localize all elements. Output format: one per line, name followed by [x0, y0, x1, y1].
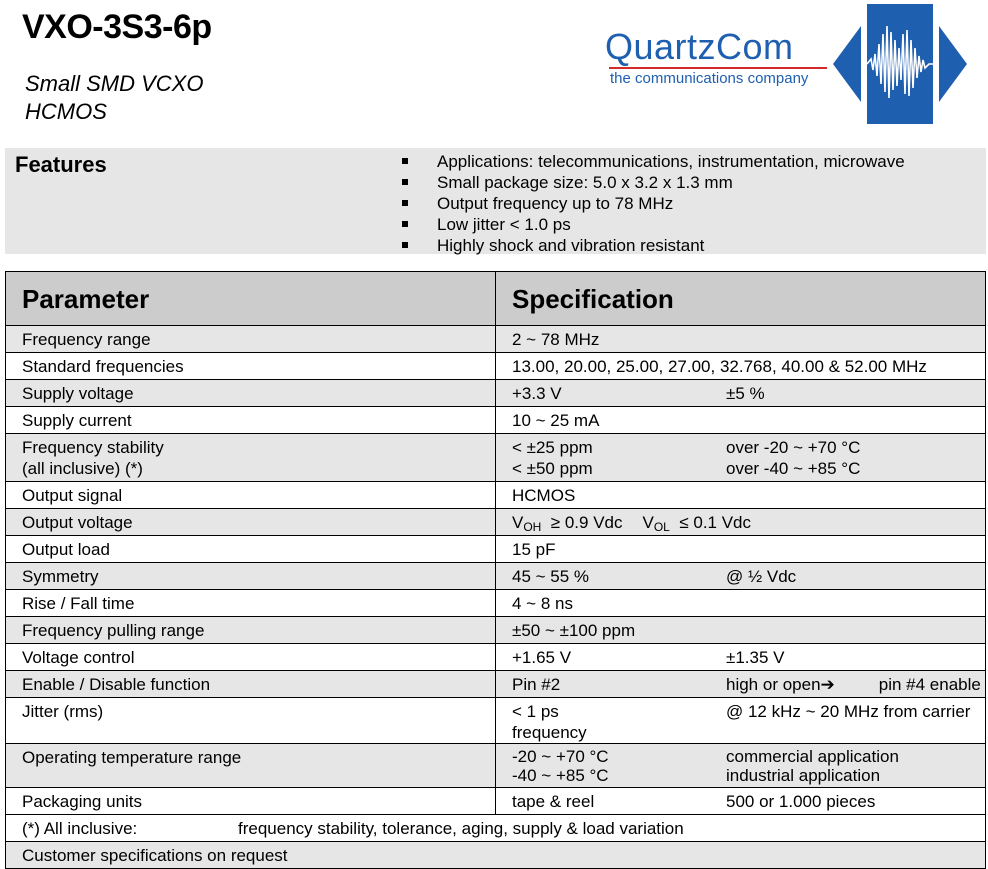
bullet-icon: [402, 242, 408, 248]
param-cell: Standard frequencies: [6, 353, 496, 380]
feature-text: Output frequency up to 78 MHz: [437, 194, 674, 213]
logo-name: QuartzCom: [605, 26, 794, 67]
quartzcom-logo: [605, 4, 985, 124]
bullet-icon: [402, 200, 408, 206]
param-cell: Output voltage: [6, 509, 496, 536]
spec-condition: industrial application: [726, 766, 881, 785]
features-list: [400, 151, 905, 256]
spec-cell: [496, 509, 986, 536]
spec-condition: @ 12 kHz ~ 20 MHz from carrier frequency: [512, 702, 971, 742]
param-cell: Frequency pulling range: [6, 617, 496, 644]
waveform-diamond-icon: [833, 4, 967, 124]
parameter-header: Parameter: [6, 272, 496, 326]
spec-cell: [496, 644, 986, 671]
note-cell: [6, 815, 986, 842]
note-row: [6, 815, 986, 842]
table-row: [6, 326, 986, 353]
spec-cell: [496, 590, 986, 617]
features-panel: [5, 148, 986, 254]
table-row: [6, 644, 986, 671]
vol-subscript: OL: [653, 520, 670, 534]
table-row: [6, 482, 986, 509]
spec-cell: [496, 536, 986, 563]
table-row: [6, 509, 986, 536]
spec-line: [512, 766, 985, 785]
spec-condition: ±1.35 V: [726, 648, 785, 667]
table-row: [6, 744, 986, 788]
table-row: [6, 563, 986, 590]
param-cell: [6, 434, 496, 482]
voh-symbol: V: [512, 513, 524, 532]
spec-value: 10 ~ 25 mA: [512, 411, 600, 430]
param-cell: Output signal: [6, 482, 496, 509]
spec-cell: [496, 671, 986, 698]
spec-value: 13.00, 20.00, 25.00, 27.00, 32.768, 40.00 & 52.00 MHz: [512, 357, 927, 376]
table-row: [6, 536, 986, 563]
feature-text: Highly shock and vibration resistant: [437, 236, 705, 255]
spec-cell: [496, 744, 986, 788]
table-header-row: [6, 272, 986, 326]
param-cell: Output load: [6, 536, 496, 563]
footer-row: [6, 842, 986, 869]
spec-condition: @ ½ Vdc: [726, 567, 797, 586]
spec-value: +1.65 V: [512, 648, 572, 667]
spec-note: pin #4 enable: [878, 675, 981, 694]
spec-condition: high or open➔: [726, 675, 835, 694]
footer-cell: Customer specifications on request: [6, 842, 986, 869]
table-row: [6, 407, 986, 434]
table-row: [6, 617, 986, 644]
spec-condition: ±5 %: [726, 384, 765, 403]
table-row: [6, 434, 986, 482]
feature-item: [400, 235, 905, 256]
logo-underline: [609, 67, 827, 69]
param-cell: Supply voltage: [6, 380, 496, 407]
spec-value: -20 ~ +70 °C: [512, 747, 609, 766]
spec-cell: [496, 326, 986, 353]
param-line: Frequency stability: [22, 438, 164, 457]
param-cell: Operating temperature range: [6, 744, 496, 788]
datasheet-title: VXO-3S3-6p: [22, 8, 212, 46]
param-cell: Rise / Fall time: [6, 590, 496, 617]
features-heading: Features: [15, 152, 107, 177]
spec-value: < 1 ps: [512, 702, 559, 721]
voh-subscript: OH: [523, 520, 542, 534]
param-line: (all inclusive) (*): [22, 459, 143, 478]
spec-condition: 500 or 1.000 pieces: [726, 792, 876, 811]
subtitle-line: Small SMD VCXO: [25, 71, 204, 96]
spec-line: [512, 747, 985, 766]
feature-text: Small package size: 5.0 x 3.2 x 1.3 mm: [437, 173, 733, 192]
vol-symbol: V: [642, 513, 654, 532]
bullet-icon: [402, 158, 408, 164]
table-row: [6, 353, 986, 380]
subtitle-line: HCMOS: [25, 99, 107, 124]
param-cell: Jitter (rms): [6, 698, 496, 744]
spec-value: +3.3 V: [512, 384, 562, 403]
spec-cell: [496, 698, 986, 744]
spec-value: 15 pF: [512, 540, 556, 559]
table-row: [6, 590, 986, 617]
param-cell: Supply current: [6, 407, 496, 434]
spec-cell: [496, 380, 986, 407]
spec-cell: [496, 482, 986, 509]
product-subtitle: [25, 70, 203, 126]
spec-value: tape & reel: [512, 792, 595, 811]
spec-value: 4 ~ 8 ns: [512, 594, 573, 613]
spec-value: 45 ~ 55 %: [512, 567, 590, 586]
note-text: frequency stability, tolerance, aging, supply & load variation: [238, 819, 684, 838]
specification-header: Specification: [496, 272, 986, 326]
param-cell: Enable / Disable function: [6, 671, 496, 698]
voh-value: ≥ 0.9 Vdc: [550, 513, 623, 532]
spec-value: HCMOS: [512, 486, 576, 505]
feature-text: Low jitter < 1.0 ps: [437, 215, 571, 234]
spec-condition: over -40 ~ +85 °C: [726, 459, 861, 478]
feature-text: Applications: telecommunications, instrumentation, microwave: [437, 152, 905, 171]
param-cell: Packaging units: [6, 788, 496, 815]
table-row: [6, 671, 986, 698]
vol-value: ≤ 0.1 Vdc: [679, 513, 752, 532]
specification-table: [5, 271, 986, 869]
feature-item: [400, 151, 905, 172]
table-row: [6, 380, 986, 407]
spec-value: < ±50 ppm: [512, 459, 593, 478]
spec-value: Pin #2: [512, 675, 561, 694]
bullet-icon: [402, 221, 408, 227]
logo-tagline: the communications company: [610, 70, 809, 87]
spec-value: 2 ~ 78 MHz: [512, 330, 600, 349]
spec-line: [512, 437, 985, 458]
spec-value: ±50 ~ ±100 ppm: [512, 621, 636, 640]
spec-condition: commercial application: [726, 747, 899, 766]
feature-item: [400, 172, 905, 193]
spec-value: -40 ~ +85 °C: [512, 766, 609, 785]
spec-value: < ±25 ppm: [512, 438, 593, 457]
spec-line: [512, 458, 985, 479]
note-label: (*) All inclusive:: [22, 819, 138, 838]
feature-item: [400, 193, 905, 214]
spec-cell: [496, 407, 986, 434]
param-cell: Voltage control: [6, 644, 496, 671]
spec-cell: [496, 353, 986, 380]
table-row: [6, 698, 986, 744]
bullet-icon: [402, 179, 408, 185]
param-cell: Frequency range: [6, 326, 496, 353]
spec-cell: [496, 563, 986, 590]
spec-cell: [496, 617, 986, 644]
spec-cell: [496, 788, 986, 815]
spec-cell: [496, 434, 986, 482]
table-row: [6, 788, 986, 815]
spec-condition: over -20 ~ +70 °C: [726, 438, 861, 457]
param-cell: Symmetry: [6, 563, 496, 590]
feature-item: [400, 214, 905, 235]
